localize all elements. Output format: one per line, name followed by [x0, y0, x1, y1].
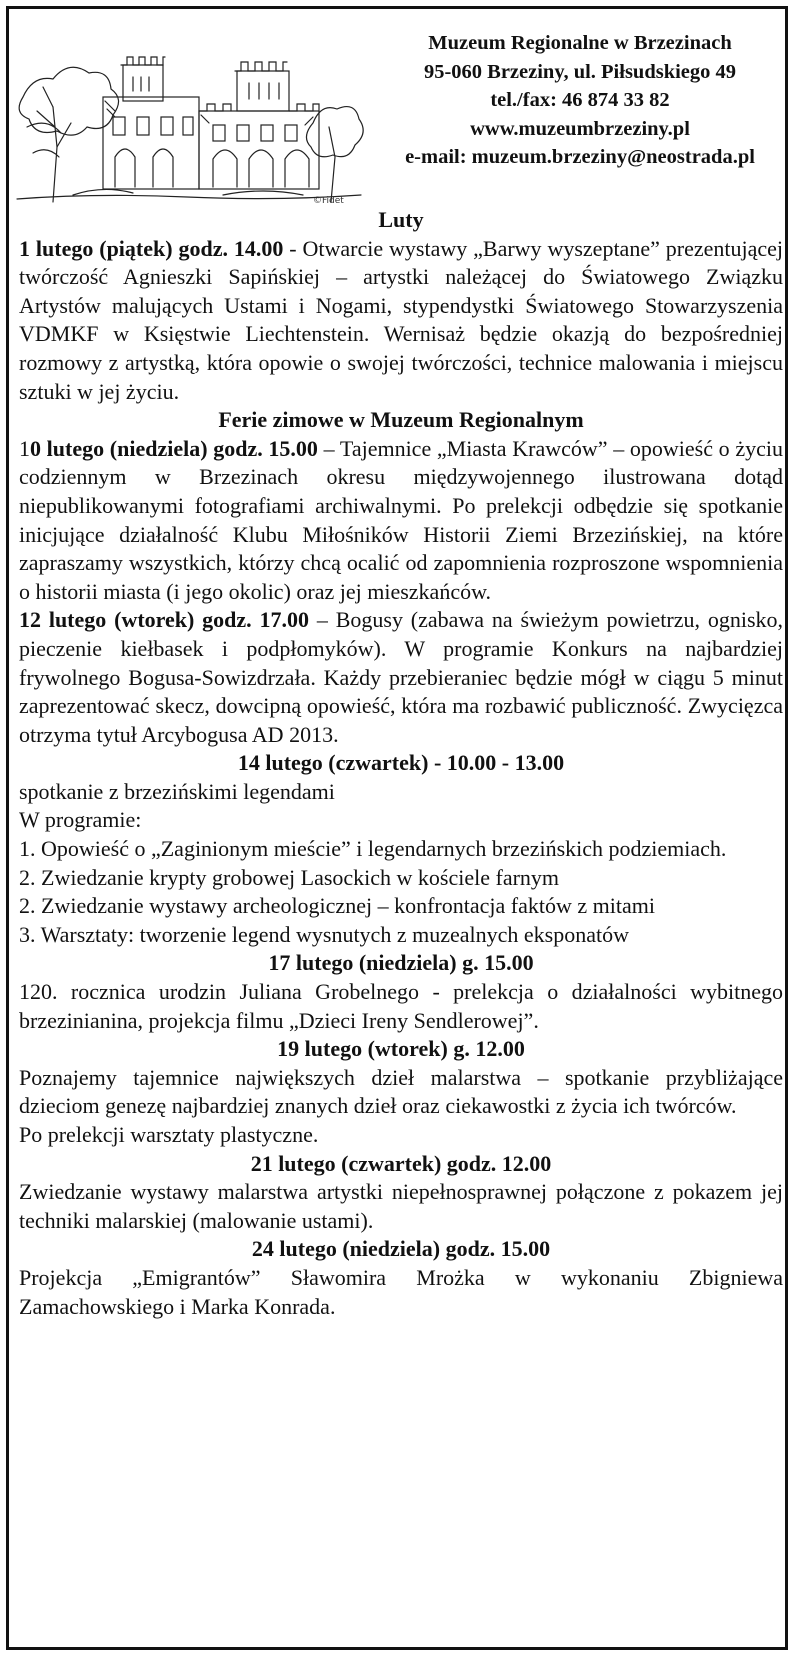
- event-6-heading: 19 lutego (wtorek) g. 12.00: [277, 1036, 525, 1062]
- event-6-text: Poznajemy tajemnice największych dzieł malarstwa – spotkanie przybliżające dzieciom genezę najbardziej znanych dzieł oraz ciekawostki z życia ich twórców.: [19, 1064, 783, 1119]
- event-5-heading: 17 lutego (niedziela) g. 15.00: [268, 950, 534, 976]
- event-6-line-2: Po prelekcji warsztaty plastyczne.: [19, 1122, 319, 1147]
- event-1-date: 1 lutego (piątek) godz. 14.00: [19, 235, 284, 261]
- event-4-line-2: W programie:: [19, 807, 142, 833]
- event-2-date-prefix: 1: [19, 435, 30, 461]
- event-4-line-1: spotkanie z brzezińskimi legendami: [19, 778, 335, 804]
- museum-contact: [371, 29, 789, 172]
- ferie-heading: Ferie zimowe w Muzeum Regionalnym: [218, 407, 584, 433]
- event-4-item-2: 2. Zwiedzanie krypty grobowej Lasockich w kościele farnym: [19, 864, 560, 890]
- event-4-item-3: 2. Zwiedzanie wystawy archeologicznej – konfrontacja faktów z mitami: [19, 893, 655, 919]
- event-4-item-1: 1. Opowieść o „Zaginionym mieście” i legendarnych brzezińskich podziemiach.: [19, 836, 727, 862]
- museum-name: Muzeum Regionalne w Brzezinach: [428, 32, 732, 54]
- event-schedule: [19, 206, 783, 1321]
- event-2: [19, 435, 783, 607]
- poster-frame: [6, 6, 788, 1650]
- event-4-heading: 14 lutego (czwartek) - 10.00 - 13.00: [237, 750, 565, 776]
- event-8-text: Projekcja „Emigrantów” Sławomira Mrożka w wykonaniu Zbigniewa Zamachowskiego i Marka Konrada.: [19, 1264, 783, 1319]
- event-1: [19, 235, 783, 407]
- event-3: [19, 606, 783, 749]
- event-5-text: 120. rocznica urodzin Juliana Grobelnego - prelekcja o działalności wybitnego brzezinianina, projekcja filmu „Dzieci Ireny Sendlerowej”.: [19, 979, 783, 1033]
- event-2-text: – Tajemnice „Miasta Krawców” – opowieść o życiu codziennym w Brzezinach okresu międzywojennego ilustrowana dotąd niepublikowanymi fotografiami archiwalnymi. Po prelekcji odbędzie się spotkanie inicjujące działalność Klubu Miłośników Historii Ziemi Brzezińskiej, na które zapraszamy wszystkich, którzy chcą ocalić od zapomnienia rozproszone wspomnienia o historii miasta (i jego okolic) oraz jej mieszkańców.: [19, 435, 783, 604]
- event-3-date: 12 lutego (wtorek) godz. 17.00: [19, 607, 310, 633]
- museum-address: 95-060 Brzeziny, ul. Piłsudskiego 49: [423, 60, 737, 83]
- event-3-text: – Bogusy (zabawa na świeżym powietrzu, ognisko, pieczenie kiełbasek i podpłomyków). W programie Konkurs na najbardziej frywolnego Bogusa-Sowizdrzała. Każdy przebieraniec będzie mógł w ciągu 5 minut zaprezentować skecz, dowcipną opowieść, która ma rozbawić publiczność. Zwycięzca otrzyma tytuł Arcybogusa AD 2013.: [19, 607, 784, 747]
- event-2-date: 0 lutego (niedziela) godz. 15.00: [30, 435, 318, 461]
- event-7-text: Zwiedzanie wystawy malarstwa artystki niepełnosprawnej połączone z pokazem jej techniki malarskiej (malowanie ustami).: [19, 1179, 783, 1233]
- sketch-signature: ©Fidet: [313, 196, 344, 206]
- month-heading: Luty: [378, 207, 424, 232]
- event-7-heading: 21 lutego (czwartek) godz. 12.00: [250, 1150, 552, 1176]
- header: [9, 9, 785, 206]
- museum-building-sketch: [13, 27, 365, 207]
- museum-phone: tel./fax: 46 874 33 82: [490, 89, 670, 111]
- event-8-heading: 24 lutego (niedziela) godz. 15.00: [251, 1236, 551, 1262]
- museum-email[interactable]: e-mail: muzeum.brzeziny@neostrada.pl: [405, 146, 755, 168]
- museum-website[interactable]: www.muzeumbrzeziny.pl: [470, 117, 690, 140]
- event-4-item-4: 3. Warsztaty: tworzenie legend wysnutych z muzealnych eksponatów: [19, 921, 629, 947]
- event-1-text: - Otwarcie wystawy „Barwy wyszeptane” prezentującej twórczość Agnieszki Sapińskiej – artystki należącej do Światowego Związku Artystów malujących Ustami i Nogami, stypendystki Światowego Stowarzyszenia VDMKF w Księstwie Liechtenstein. Wernisaż będzie okazją do bezpośredniej rozmowy z artystką, która opowie o swojej twórczości, technice malowania i miejscu sztuki w jej życiu.: [19, 235, 783, 404]
